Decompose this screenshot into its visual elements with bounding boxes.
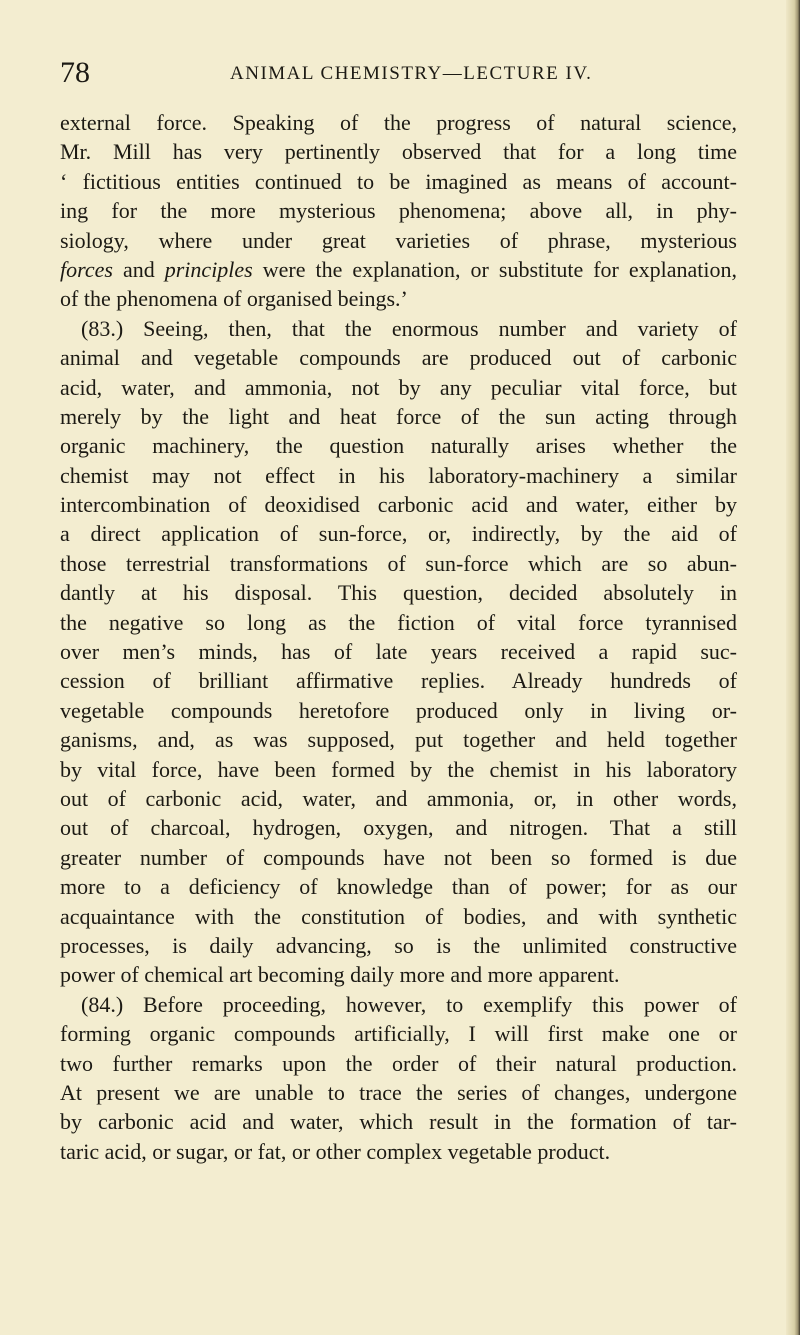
text-line: by carbonic acid and water, which result in the formation of tar- [60, 1109, 737, 1135]
text-line: animal and vegetable compounds are produced out of carbonic [60, 345, 737, 371]
text-line: processes, is daily advancing, so is the unlimited constructive [60, 932, 737, 958]
text-line: siology, where under great varieties of phrase, mysterious [60, 227, 737, 253]
text-fragment: were the explanation, or substitute for explanation, [262, 256, 737, 282]
text-line: two further remarks upon the order of their natural production. [60, 1050, 737, 1076]
page-number: 78 [60, 56, 90, 89]
text-line: a direct application of sun-force, or, indirectly, by the aid of [60, 521, 737, 547]
text-line: vegetable compounds heretofore produced only in living or- [60, 697, 737, 723]
italic-word: forces [60, 256, 113, 282]
text-line: ‘ fictitious entities continued to be imagined as means of account- [60, 168, 737, 194]
text-line: chemist may not effect in his laboratory-machinery a similar [60, 462, 737, 488]
text-line: over men’s minds, has of late years received a rapid suc- [60, 639, 737, 665]
text-line: more to a deficiency of knowledge than of power; for as our [60, 874, 737, 900]
running-title: ANIMAL CHEMISTRY—LECTURE IV. [230, 63, 593, 84]
running-header [60, 56, 740, 90]
text-line: out of carbonic acid, water, and ammonia, or, in other words, [60, 785, 737, 811]
paragraph-83-start: (83.) Seeing, then, that the enormous number and variety of [81, 315, 737, 341]
text-line: merely by the light and heat force of the sun acting through [60, 403, 737, 429]
text-line: forming organic compounds artificially, I will first make one or [60, 1021, 737, 1047]
text-line: the negative so long as the fiction of vital force tyrannised [60, 609, 737, 635]
text-line: of the phenomena of organised beings.’ [60, 286, 408, 312]
text-line: by vital force, have been formed by the chemist in his laboratory [60, 756, 737, 782]
text-line: those terrestrial transformations of sun-force which are so abun- [60, 550, 737, 576]
text-line: power of chemical art becoming daily more and more apparent. [60, 962, 620, 988]
body-text [60, 108, 737, 1166]
text-fragment: and [122, 256, 155, 282]
text-line: external force. Speaking of the progress of natural science, [60, 110, 737, 135]
paragraph-84-start: (84.) Before proceeding, however, to exemplify this power of [81, 991, 737, 1017]
text-line: cession of brilliant affirmative replies. Already hundreds of [60, 668, 737, 694]
text-line: ganisms, and, as was supposed, put together and held together [60, 727, 737, 753]
text-line: ing for the more mysterious phenomena; above all, in phy- [60, 198, 737, 224]
text-line: organic machinery, the question naturally arises whether the [60, 433, 737, 459]
text-line: intercombination of deoxidised carbonic acid and water, either by [60, 492, 737, 518]
text-line [60, 255, 737, 284]
text-line: At present we are unable to trace the series of changes, undergone [60, 1079, 737, 1105]
text-line: taric acid, or sugar, or fat, or other complex vegetable product. [60, 1138, 611, 1164]
text-line: out of charcoal, hydrogen, oxygen, and nitrogen. That a still [60, 815, 737, 841]
text-line: dantly at his disposal. This question, decided absolutely in [60, 580, 737, 606]
page-edge-shadow [786, 0, 800, 1335]
text-line: acid, water, and ammonia, not by any peculiar vital force, but [60, 374, 737, 400]
text-line: greater number of compounds have not been so formed is due [60, 844, 737, 870]
text-line: Mr. Mill has very pertinently observed that for a long time [60, 139, 737, 165]
text-line: acquaintance with the constitution of bodies, and with synthetic [60, 903, 737, 929]
italic-word: principles [164, 256, 253, 282]
